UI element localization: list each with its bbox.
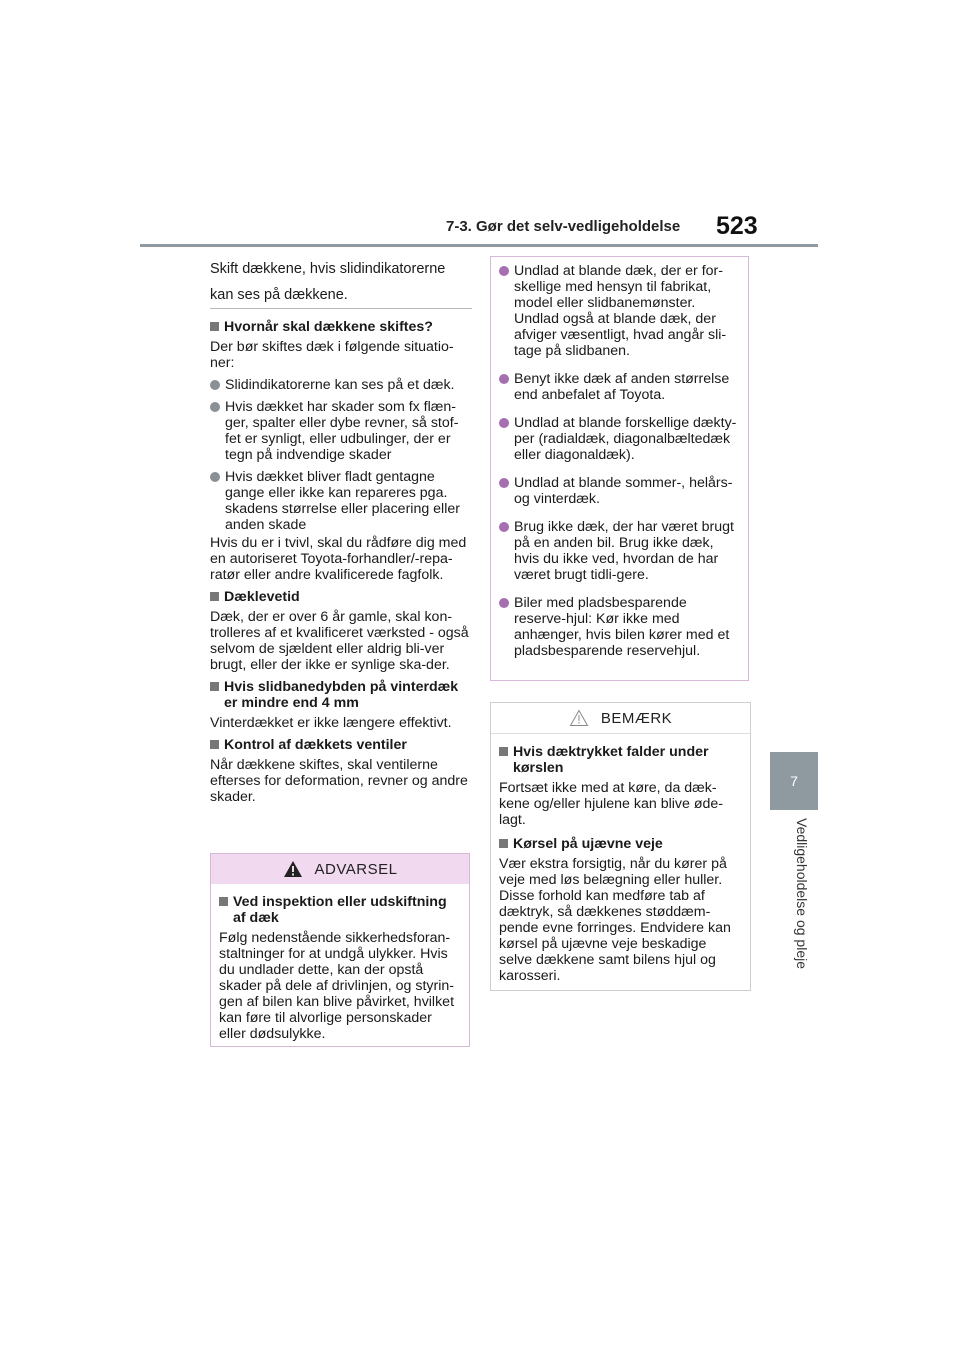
warning-list-box [490,256,749,681]
list-item: Hvis dækket har skader som fx flæn-ger, spalter eller dybe revner, så stof-fet er synligt, eller udbulinger, der er tegn på indvendige skader [210,399,472,463]
chapter-title: Vedligeholdelse og pleje [794,818,810,970]
list-item: Undlad at blande dæk, der er for-skellige med hensyn til fabrikat, model eller slidbanemønster. Undlad også at blande dæk, der afviger væsentligt, hvad angår sli-tage på slidbanen. [499,263,740,359]
warning-triangle-icon [283,860,303,878]
page-number: 523 [716,212,758,240]
warning-heading: Ved inspektion eller udskiftning af dæk [219,894,461,926]
section-title: 7-3. Gør det selv-vedligeholdelse [446,218,681,235]
list-item: Brug ikke dæk, der har været brugt på en anden bil. Brug ikke dæk, hvis du ikke ved, hvordan de har været brugt tidli-gere. [499,519,740,583]
body-text: Der bør skiftes dæk i følgende situatio-ner: [210,339,454,371]
square-bullet-icon [210,740,219,749]
circle-bullet-icon [210,380,220,390]
list-item: Biler med pladsbesparende reserve-hjul: Kør ikke med anhænger, hvis bilen kører med et pladsbesparende reservehjul. [499,595,740,659]
square-bullet-icon [219,897,228,906]
chapter-tab [770,752,818,810]
section-heading: Dæklevetid [210,589,472,605]
circle-bullet-icon [210,402,220,412]
note-heading: Kørsel på ujævne veje [499,836,742,852]
circle-bullet-icon [499,478,509,488]
warning-text: Følg nedenstående sikkerhedsforan-staltninger for at undgå ulykker. Hvis du undlader dette, kan der opstå skader på dele af drivlinjen, og styrin-gen af bilen kan blive påvirket, hvilket kan føre til alvorlige personskader eller dødsulykke. [219,930,455,1042]
circle-bullet-icon [499,522,509,532]
intro-text: Skift dækkene, hvis slidindikatorerne kan ses på dækkene. [210,261,446,303]
left-column [210,256,472,805]
note-text: Vær ekstra forsigtig, når du kører på veje med løs belægning eller huller. Disse forhold kan medføre tab af dæktryk, så dækkenes støddæm-pende evne forringes. Endvidere kan kørsel på ujævne veje beskadige selve dækkene samt bilens hjul og karosseri. [499,856,731,984]
caution-triangle-icon [569,709,589,727]
body-text: Hvis du er i tvivl, skal du rådføre dig med en autoriseret Toyota-forhandler/-repa-ratør eller andre kvalificerede fagfolk. [210,535,467,583]
circle-bullet-icon [499,598,509,608]
section-heading: Hvis slidbanedybden på vinterdæk er mindre end 4 mm [210,679,472,711]
circle-bullet-icon [499,266,509,276]
note-title: BEMÆRK [600,709,673,727]
warning-title: ADVARSEL [314,860,398,878]
body-text: Når dækkene skiftes, skal ventilerne efterses for deformation, revner og andre skader. [210,757,468,805]
note-header [491,703,750,734]
body-text: Vinterdækket er ikke længere effektivt. [210,715,452,731]
header-rule [140,244,818,247]
list-item: Benyt ikke dæk af anden størrelse end anbefalet af Toyota. [499,371,740,403]
list-item: Undlad at blande forskellige dækty-per (radialdæk, diagonalbæltedæk eller diagonaldæk). [499,415,740,463]
square-bullet-icon [210,592,219,601]
note-text: Fortsæt ikke med at køre, da dæk-kene og/eller hjulene kan blive øde-lagt. [499,780,723,828]
note-heading: Hvis dæktrykket falder under kørslen [499,744,742,776]
list-item: Hvis dækket bliver fladt gentagne gange eller ikke kan repareres pga. skadens størrelse eller placering eller anden skade [210,469,472,533]
square-bullet-icon [499,839,508,848]
square-bullet-icon [210,682,219,691]
note-box [490,702,751,991]
divider [210,308,472,309]
circle-bullet-icon [210,472,220,482]
square-bullet-icon [210,322,219,331]
chapter-number: 7 [790,773,798,789]
section-heading: Hvornår skal dækkene skiftes? [210,319,472,335]
circle-bullet-icon [499,418,509,428]
section-heading: Kontrol af dækkets ventiler [210,737,472,753]
warning-header [211,854,469,884]
body-text: Dæk, der er over 6 år gamle, skal kon-trolleres af et kvalificeret værksted - også selvom de sjældent eller aldrig bli-ver brugt, eller der ikke er synlige ska-der. [210,609,469,673]
list-item: Undlad at blande sommer-, helårs- og vinterdæk. [499,475,740,507]
list-item: Slidindikatorerne kan ses på et dæk. [210,377,472,393]
warning-box [210,853,470,1047]
square-bullet-icon [499,747,508,756]
circle-bullet-icon [499,374,509,384]
